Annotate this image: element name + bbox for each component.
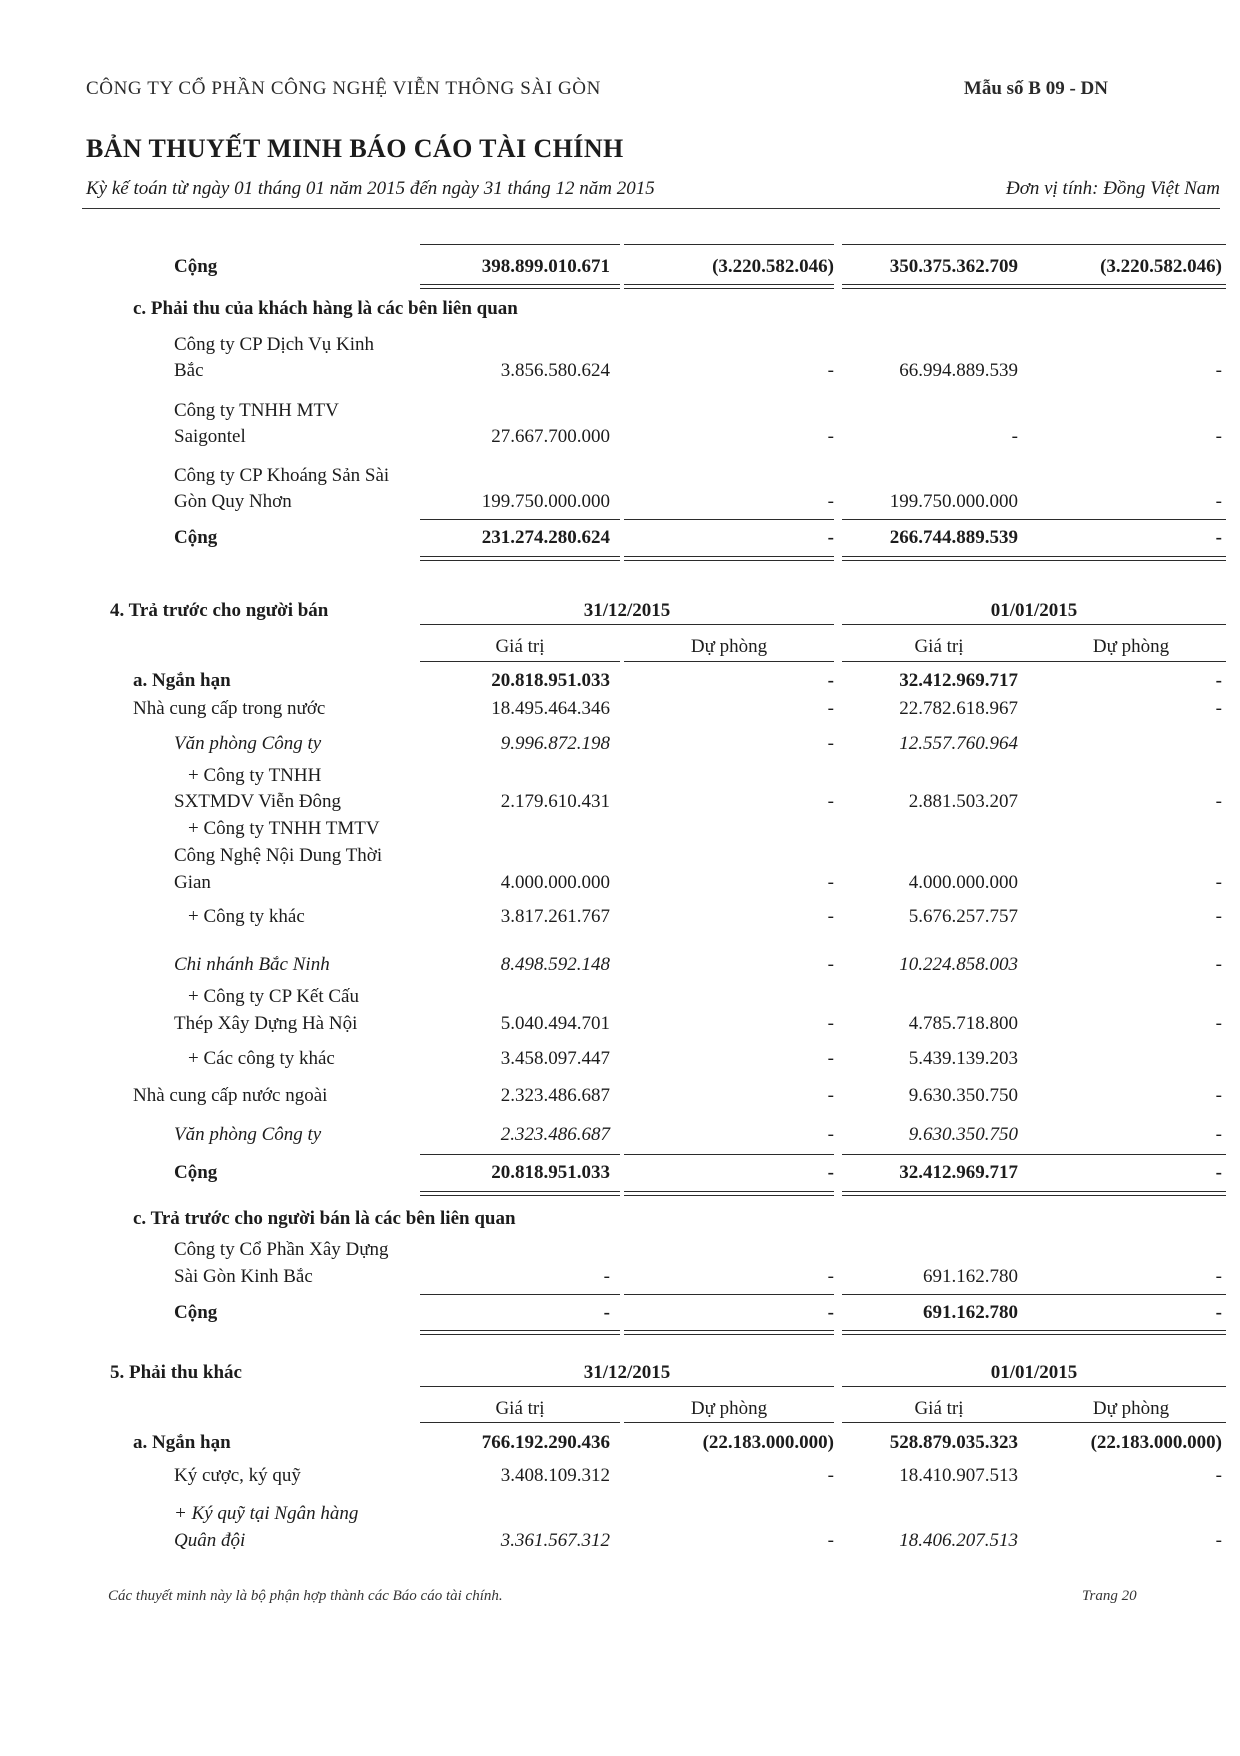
column-date-2015: 31/12/2015 xyxy=(583,600,671,621)
row-label-line1: + Công ty CP Kết Cấu xyxy=(188,986,359,1007)
cell-value-2015: 2.179.610.431 xyxy=(500,791,610,812)
cell-provision-2015: - xyxy=(827,1530,834,1551)
cell-value-2014: 350.375.362.709 xyxy=(889,256,1018,277)
form-number: Mẫu số B 09 - DN xyxy=(963,78,1108,99)
cell-value-2014: 5.439.139.203 xyxy=(908,1048,1018,1069)
cell-value-2015: 4.000.000.000 xyxy=(500,872,610,893)
cell-provision-2015: - xyxy=(827,360,834,381)
table-row xyxy=(0,1266,1240,1294)
row-label: Thép Xây Dựng Hà Nội xyxy=(174,1013,358,1034)
table-row xyxy=(0,791,1240,819)
currency-unit: Đơn vị tính: Đồng Việt Nam xyxy=(1005,178,1220,199)
rule xyxy=(420,1154,620,1155)
rule xyxy=(1036,1154,1226,1155)
row-label: Cộng xyxy=(174,527,218,548)
rule xyxy=(842,1422,1036,1423)
footer-note: Các thuyết minh này là bộ phận hợp thành các Báo cáo tài chính. xyxy=(108,1588,503,1604)
cell-value-2015: 199.750.000.000 xyxy=(481,491,610,512)
table-row-total xyxy=(0,1302,1240,1330)
rule xyxy=(420,1294,620,1295)
rule xyxy=(1036,661,1226,662)
row-label: Ký cược, ký quỹ xyxy=(174,1465,301,1486)
cell-value-2015: 398.899.010.671 xyxy=(481,256,610,277)
cell-provision-2014: - xyxy=(1215,1530,1222,1551)
table-row xyxy=(0,698,1240,726)
column-date-2014: 01/01/2015 xyxy=(990,1362,1078,1383)
cell-provision-2015: - xyxy=(827,733,834,754)
row-label: Nhà cung cấp nước ngoài xyxy=(133,1085,328,1106)
cell-provision-2015: - xyxy=(827,491,834,512)
column-header-value: Giá trị xyxy=(495,636,545,657)
cell-provision-2015: - xyxy=(827,1162,834,1183)
table-row-total xyxy=(0,256,1240,284)
table-row xyxy=(0,1530,1240,1558)
cell-provision-2015: - xyxy=(827,791,834,812)
cell-value-2014: 691.162.780 xyxy=(923,1266,1018,1287)
double-rule xyxy=(420,284,620,289)
double-rule xyxy=(624,1330,834,1335)
rule xyxy=(624,1294,834,1295)
column-header-provision: Dự phòng xyxy=(690,1398,768,1419)
double-rule xyxy=(842,1191,1036,1196)
rule xyxy=(1036,244,1226,245)
double-rule xyxy=(1036,284,1226,289)
cell-provision-2015: - xyxy=(827,1048,834,1069)
cell-value-2015: 20.818.951.033 xyxy=(491,670,610,691)
cell-provision-2015: - xyxy=(827,426,834,447)
cell-value-2014: 66.994.889.539 xyxy=(899,360,1018,381)
rule xyxy=(420,1386,834,1387)
row-label: Sài Gòn Kinh Bắc xyxy=(174,1266,313,1287)
row-label-line1: + Công ty TNHH TMTV xyxy=(188,818,380,839)
rule xyxy=(624,244,834,245)
rule xyxy=(842,1386,1226,1387)
table-row-total xyxy=(0,1162,1240,1190)
row-label: Gòn Quy Nhơn xyxy=(174,491,292,512)
header-rule xyxy=(82,208,1220,209)
row-label-line2: Công Nghệ Nội Dung Thời xyxy=(174,845,383,866)
rule xyxy=(842,624,1226,625)
double-rule xyxy=(420,556,620,561)
table-row xyxy=(0,872,1240,900)
row-label: + Các công ty khác xyxy=(188,1048,335,1069)
cell-provision-2015: - xyxy=(827,1013,834,1034)
rule xyxy=(420,519,620,520)
row-label: Quân đội xyxy=(174,1530,246,1551)
cell-value-2015: 3.361.567.312 xyxy=(500,1530,610,1551)
cell-value-2014: 4.785.718.800 xyxy=(908,1013,1018,1034)
row-label: Cộng xyxy=(174,1162,218,1183)
table-row xyxy=(0,491,1240,519)
row-label: SXTMDV Viễn Đông xyxy=(174,791,342,812)
row-label-line1: Công ty Cổ Phần Xây Dựng xyxy=(174,1239,389,1260)
cell-value-2015: 5.040.494.701 xyxy=(500,1013,610,1034)
rule xyxy=(842,244,1036,245)
row-label: Chi nhánh Bắc Ninh xyxy=(174,954,330,975)
table-row xyxy=(0,426,1240,454)
cell-value-2014: 32.412.969.717 xyxy=(899,1162,1018,1183)
cell-value-2015: 27.667.700.000 xyxy=(491,426,610,447)
cell-value-2014: 691.162.780 xyxy=(923,1302,1018,1323)
cell-value-2014: 12.557.760.964 xyxy=(899,733,1018,754)
cell-value-2015: 3.408.109.312 xyxy=(500,1465,610,1486)
column-date-2015: 31/12/2015 xyxy=(583,1362,671,1383)
column-header-value: Giá trị xyxy=(914,636,964,657)
cell-value-2015: 231.274.280.624 xyxy=(481,527,610,548)
cell-value-2014: 528.879.035.323 xyxy=(889,1432,1018,1453)
rule xyxy=(842,519,1036,520)
rule xyxy=(842,1294,1036,1295)
double-rule xyxy=(842,1330,1036,1335)
cell-value-2014: 32.412.969.717 xyxy=(899,670,1018,691)
cell-provision-2015: - xyxy=(827,954,834,975)
double-rule xyxy=(420,1330,620,1335)
cell-provision-2014: - xyxy=(1215,1013,1222,1034)
double-rule xyxy=(420,1191,620,1196)
table-row xyxy=(0,1124,1240,1152)
rule xyxy=(420,661,620,662)
cell-value-2015: 766.192.290.436 xyxy=(481,1432,610,1453)
section-title: 5. Phải thu khác xyxy=(110,1362,242,1383)
cell-value-2015: 3.856.580.624 xyxy=(500,360,610,381)
cell-value-2014: 199.750.000.000 xyxy=(889,491,1018,512)
cell-value-2015: - xyxy=(603,1302,610,1323)
table-row xyxy=(0,1432,1240,1460)
table-row xyxy=(0,1048,1240,1076)
section-title: 4. Trả trước cho người bán xyxy=(110,600,329,621)
cell-provision-2014: - xyxy=(1215,426,1222,447)
row-label: + Công ty khác xyxy=(188,906,305,927)
rule xyxy=(624,519,834,520)
rule xyxy=(842,1154,1036,1155)
double-rule xyxy=(1036,1191,1226,1196)
row-label: Saigontel xyxy=(174,426,246,447)
cell-provision-2015: - xyxy=(827,872,834,893)
double-rule xyxy=(1036,556,1226,561)
cell-provision-2014: (3.220.582.046) xyxy=(1100,256,1222,277)
cell-value-2015: 2.323.486.687 xyxy=(500,1124,610,1145)
table-row xyxy=(0,1085,1240,1113)
cell-provision-2015: - xyxy=(827,1465,834,1486)
cell-value-2015: 9.996.872.198 xyxy=(500,733,610,754)
cell-provision-2015: - xyxy=(827,1266,834,1287)
company-name: CÔNG TY CỔ PHẦN CÔNG NGHỆ VIỄN THÔNG SÀI GÒN xyxy=(86,78,601,99)
column-header-value: Giá trị xyxy=(495,1398,545,1419)
page-number: Trang 20 xyxy=(1082,1588,1137,1604)
cell-provision-2014: - xyxy=(1215,791,1222,812)
rule xyxy=(420,244,620,245)
row-label: a. Ngắn hạn xyxy=(133,670,231,691)
rule xyxy=(624,1154,834,1155)
cell-provision-2014: - xyxy=(1215,670,1222,691)
row-label-line1: Công ty TNHH MTV xyxy=(174,400,339,421)
cell-value-2014: 18.406.207.513 xyxy=(899,1530,1018,1551)
table-row xyxy=(0,1013,1240,1041)
rule xyxy=(1036,519,1226,520)
cell-value-2015: 3.817.261.767 xyxy=(500,906,610,927)
rule xyxy=(420,1422,620,1423)
double-rule xyxy=(624,1191,834,1196)
rule xyxy=(842,661,1036,662)
double-rule xyxy=(842,284,1036,289)
cell-provision-2014: (22.183.000.000) xyxy=(1090,1432,1222,1453)
row-label-line1: + Ký quỹ tại Ngân hàng xyxy=(174,1503,359,1524)
table-row xyxy=(0,906,1240,934)
row-label: Văn phòng Công ty xyxy=(174,733,322,754)
cell-provision-2015: - xyxy=(827,1302,834,1323)
rule xyxy=(1036,1422,1226,1423)
cell-provision-2014: - xyxy=(1215,491,1222,512)
table-row xyxy=(0,1465,1240,1493)
table-row-total xyxy=(0,527,1240,555)
rule xyxy=(624,1422,834,1423)
cell-value-2014: 18.410.907.513 xyxy=(899,1465,1018,1486)
cell-value-2015: 3.458.097.447 xyxy=(500,1048,610,1069)
column-date-2014: 01/01/2015 xyxy=(990,600,1078,621)
cell-provision-2014: - xyxy=(1215,698,1222,719)
cell-value-2015: 8.498.592.148 xyxy=(500,954,610,975)
cell-provision-2015: - xyxy=(827,698,834,719)
cell-value-2014: 5.676.257.757 xyxy=(908,906,1018,927)
cell-provision-2014: - xyxy=(1215,906,1222,927)
cell-value-2014: 4.000.000.000 xyxy=(908,872,1018,893)
row-label: a. Ngắn hạn xyxy=(133,1432,231,1453)
cell-value-2015: 20.818.951.033 xyxy=(491,1162,610,1183)
cell-value-2014: 10.224.858.003 xyxy=(899,954,1018,975)
row-label: Cộng xyxy=(174,256,218,277)
cell-value-2015: 2.323.486.687 xyxy=(500,1085,610,1106)
table-row xyxy=(0,670,1240,698)
cell-value-2014: 9.630.350.750 xyxy=(908,1124,1018,1145)
cell-value-2014: 2.881.503.207 xyxy=(908,791,1018,812)
document-title: BẢN THUYẾT MINH BÁO CÁO TÀI CHÍNH xyxy=(86,134,624,163)
cell-provision-2015: - xyxy=(827,670,834,691)
cell-provision-2014: - xyxy=(1215,872,1222,893)
column-header-provision: Dự phòng xyxy=(690,636,768,657)
row-label: Văn phòng Công ty xyxy=(174,1124,322,1145)
cell-value-2014: 266.744.889.539 xyxy=(889,527,1018,548)
table-row xyxy=(0,954,1240,982)
double-rule xyxy=(624,556,834,561)
cell-value-2015: 18.495.464.346 xyxy=(491,698,610,719)
rule xyxy=(420,624,834,625)
section-title: c. Trả trước cho người bán là các bên liên quan xyxy=(133,1208,516,1229)
cell-value-2014: 9.630.350.750 xyxy=(908,1085,1018,1106)
cell-provision-2015: (3.220.582.046) xyxy=(712,256,834,277)
double-rule xyxy=(624,284,834,289)
table-row xyxy=(0,733,1240,761)
column-header-provision: Dự phòng xyxy=(1092,636,1170,657)
cell-provision-2015: - xyxy=(827,906,834,927)
cell-provision-2014: - xyxy=(1215,1085,1222,1106)
cell-provision-2014: - xyxy=(1215,1465,1222,1486)
row-label: Gian xyxy=(174,872,211,893)
rule xyxy=(1036,1294,1226,1295)
row-label-line1: Công ty CP Dịch Vụ Kinh xyxy=(174,334,375,355)
cell-provision-2014: - xyxy=(1215,1302,1222,1323)
rule xyxy=(624,661,834,662)
cell-provision-2014: - xyxy=(1215,1266,1222,1287)
column-header-provision: Dự phòng xyxy=(1092,1398,1170,1419)
column-header-value: Giá trị xyxy=(914,1398,964,1419)
cell-value-2014: - xyxy=(1011,426,1018,447)
cell-value-2015: - xyxy=(603,1266,610,1287)
row-label: Bắc xyxy=(174,360,204,381)
row-label-line1: Công ty CP Khoáng Sản Sài xyxy=(174,465,390,486)
cell-provision-2014: - xyxy=(1215,954,1222,975)
cell-provision-2014: - xyxy=(1215,1162,1222,1183)
cell-provision-2015: - xyxy=(827,1124,834,1145)
row-label: Nhà cung cấp trong nước xyxy=(133,698,326,719)
cell-value-2014: 22.782.618.967 xyxy=(899,698,1018,719)
row-label: Cộng xyxy=(174,1302,218,1323)
table-row xyxy=(0,360,1240,388)
cell-provision-2015: (22.183.000.000) xyxy=(702,1432,834,1453)
cell-provision-2015: - xyxy=(827,1085,834,1106)
row-label-line1: + Công ty TNHH xyxy=(188,765,322,786)
double-rule xyxy=(1036,1330,1226,1335)
double-rule xyxy=(842,556,1036,561)
reporting-period: Kỳ kế toán từ ngày 01 tháng 01 năm 2015 đến ngày 31 tháng 12 năm 2015 xyxy=(86,178,655,199)
section-title: c. Phải thu của khách hàng là các bên liên quan xyxy=(133,298,518,319)
cell-provision-2015: - xyxy=(827,527,834,548)
cell-provision-2014: - xyxy=(1215,1124,1222,1145)
cell-provision-2014: - xyxy=(1215,360,1222,381)
cell-provision-2014: - xyxy=(1215,527,1222,548)
